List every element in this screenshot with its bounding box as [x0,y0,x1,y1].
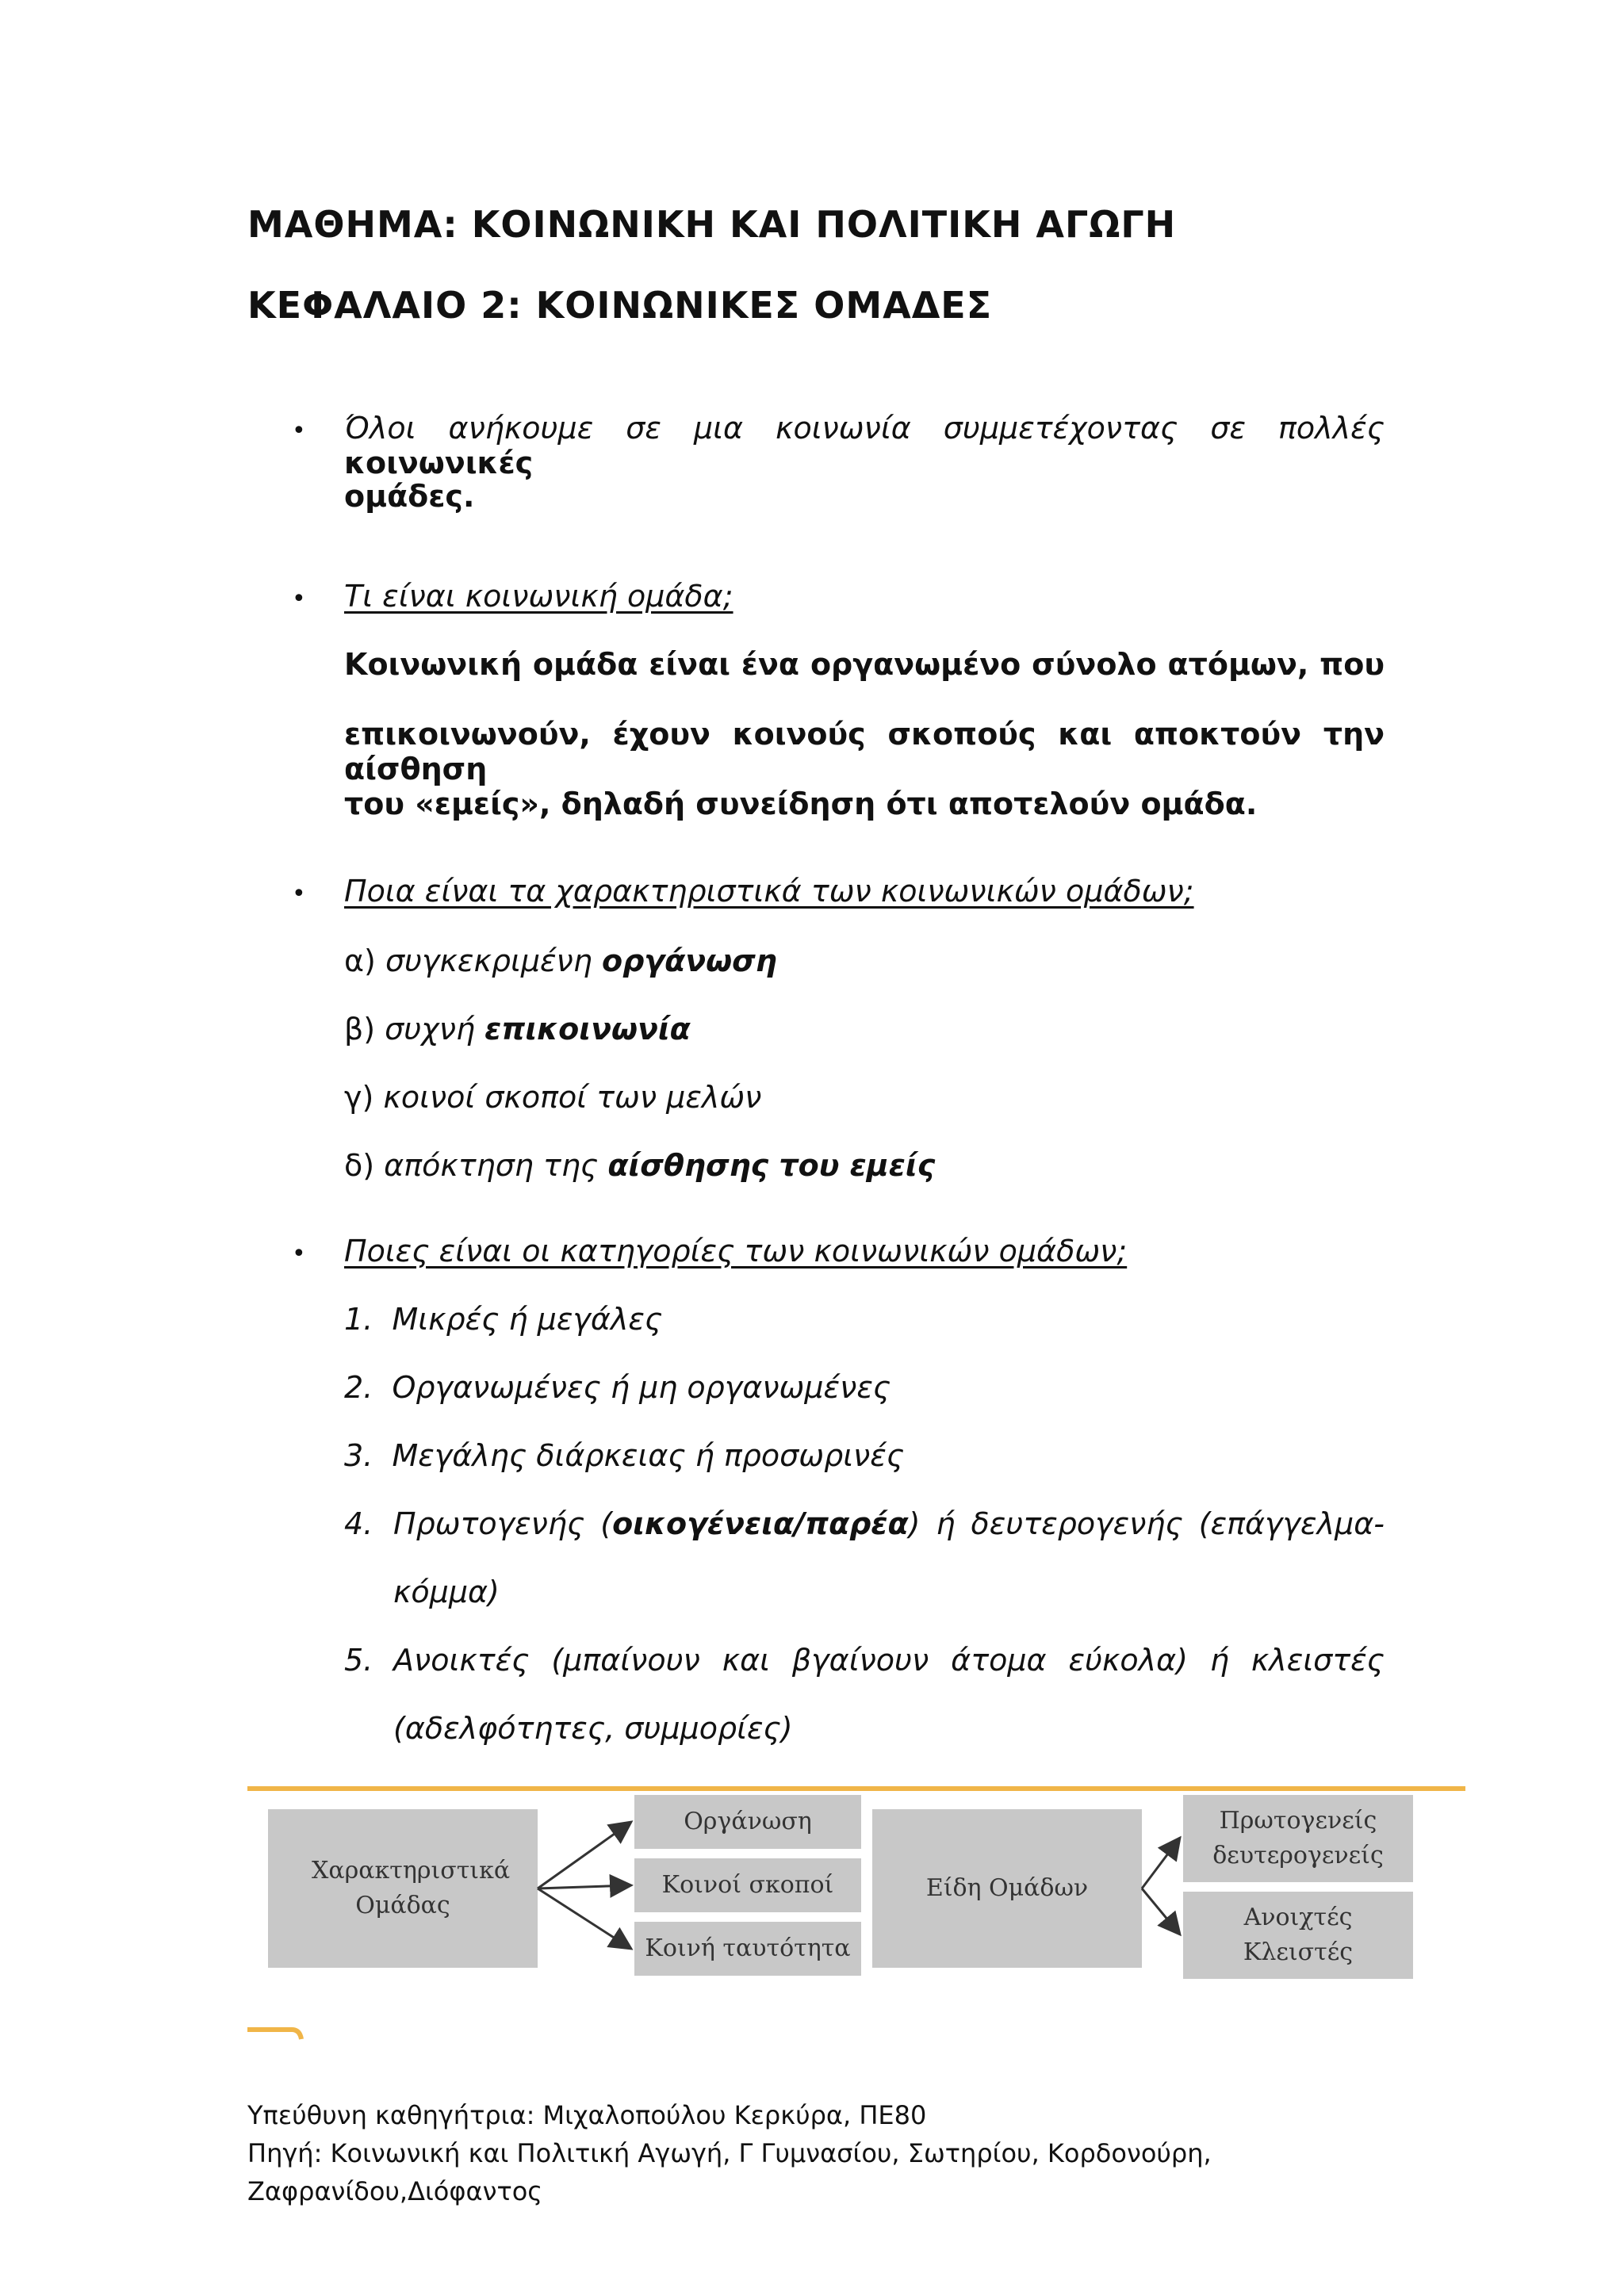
arrow-common-goals [538,1885,631,1888]
section3-question: Ποια είναι τα χαρακτηριστικά των κοινωνικών ομάδων; [344,874,1194,909]
section1-line1: Όλοι ανήκουμε σε μια κοινωνία συμμετέχοντας σε πολλές κοινωνικές [344,411,1385,480]
group-types-box: Είδη Ομάδων [872,1809,1142,1968]
bullet-3: • [292,880,306,908]
category-4: Πρωτογενής (οικογένεια/παρέα) ή δευτερογενής (επάγγελμα- [393,1506,1385,1541]
category-1: 1. Μικρές ή μεγάλες [344,1302,663,1337]
section1-line2: ομάδες. [344,479,475,514]
open-closed-box: Ανοιχτές Κλειστές [1183,1892,1413,1979]
footer-teacher: Υπεύθυνη καθηγήτρια: Μιχαλοπούλου Κερκύρα, ΠΕ80 [247,2100,927,2130]
primary-secondary-box: Πρωτογενείς δευτερογενείς [1183,1795,1413,1882]
bullet-2: • [292,585,306,613]
arrow-common-identity [538,1888,631,1949]
characteristics-box: Χαρακτηριστικά Ομάδας [268,1809,538,1968]
arrow-organization [538,1822,631,1888]
bullet-4: • [292,1240,306,1268]
characteristic-c: γ) κοινοί σκοποί των μελών [344,1080,762,1115]
definition-line3: του «εμείς», δηλαδή συνείδηση ότι αποτελούν ομάδα. [344,786,1258,821]
subject-title: ΜΑΘΗΜΑ: ΚΟΙΝΩΝΙΚΗ ΚΑΙ ΠΟΛΙΤΙΚΗ ΑΓΩΓΗ [247,203,1177,246]
chapter-title: ΚΕΦΑΛΑΙΟ 2: ΚΟΙΝΩΝΙΚΕΣ ΟΜΑΔΕΣ [247,284,993,327]
diagram-corner-accent [247,2030,301,2039]
category-2: 2. Οργανωμένες ή μη οργανωμένες [344,1370,891,1405]
arrow-open-closed [1142,1888,1180,1934]
category-5-cont: (αδελφότητες, συμμορίες) [393,1711,793,1746]
section2-question: Τι είναι κοινωνική ομάδα; [344,579,733,614]
footer-source: Πηγή: Κοινωνική και Πολιτική Αγωγή, Γ Γυμνασίου, Σωτηρίου, Κορδονούρη, [247,2138,1212,2168]
organization-box: Οργάνωση [634,1795,861,1849]
category-4-num: 4. [344,1506,373,1541]
category-5: Ανοικτές (μπαίνουν και βγαίνουν άτομα εύκολα) ή κλειστές [393,1643,1385,1678]
category-3: 3. Μεγάλης διάρκειας ή προσωρινές [344,1438,905,1473]
category-4-cont: κόμμα) [393,1575,500,1609]
footer-source-cont: Ζαφρανίδου,Διόφαντος [247,2176,543,2206]
definition-line1: Κοινωνική ομάδα είναι ένα οργανωμένο σύνολο ατόμων, που [344,647,1385,682]
common-goals-box: Κοινοί σκοποί [634,1858,861,1912]
characteristic-d: δ) απόκτηση της αίσθησης του εμείς [344,1148,936,1183]
arrow-primary-secondary [1142,1838,1180,1888]
definition-line2: επικοινωνούν, έχουν κοινούς σκοπούς και αποκτούν την αίσθηση [344,717,1385,786]
category-5-num: 5. [344,1643,373,1678]
bullet-1: • [292,417,306,445]
characteristic-a: α) συγκεκριμένη οργάνωση [344,943,777,978]
common-identity-box: Κοινή ταυτότητα [634,1922,861,1976]
section4-question: Ποιες είναι οι κατηγορίες των κοινωνικών ομάδων; [344,1234,1128,1269]
characteristic-b: β) συχνή επικοινωνία [344,1012,691,1047]
